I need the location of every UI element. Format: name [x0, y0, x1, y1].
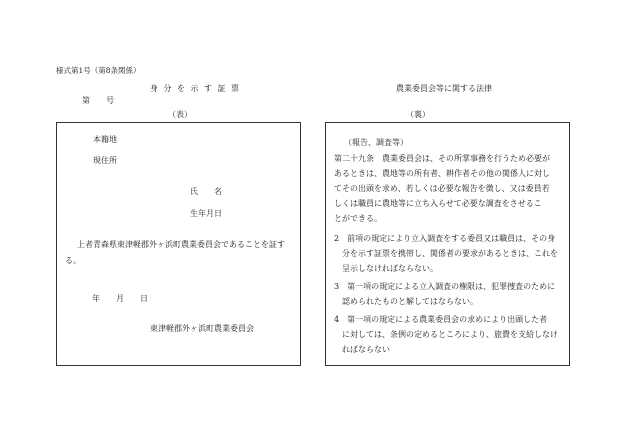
section-heading: （報告、調査等） — [344, 138, 408, 147]
law-line-4: しくは職員に農地等に立ち入らせて必要な調査をさせるこ — [334, 199, 542, 208]
domicile-label: 本籍地 — [93, 135, 117, 144]
back-title: 農業委員会等に関する法律 — [396, 84, 492, 93]
name-label: 氏 名 — [190, 187, 222, 196]
back-side-label: （裏） — [406, 110, 430, 119]
certification-text-line1: 上者青森県東津軽郡外ヶ浜町農業委員会であることを証す — [77, 240, 285, 249]
law-line-1: 第二十九条 農業委員会は、その所掌事務を行うため必要が — [334, 154, 550, 163]
certification-text-line2: る。 — [65, 256, 81, 265]
law-line-2: あるときは、農地等の所有者、耕作者その他の関係人に対し — [334, 169, 550, 178]
law-line-9: 3 第一項の規定による立入調査の権限は、犯罪捜査のために — [334, 282, 556, 291]
front-title: 身分を示す証票 — [150, 84, 245, 93]
law-line-12: に対しては、条例の定めるところにより、旅費を支給しなけ — [334, 330, 558, 339]
address-label: 現住所 — [93, 156, 117, 165]
issue-date-line: 年 月 日 — [92, 294, 148, 303]
back-card — [325, 122, 570, 366]
birthdate-label: 生年月日 — [190, 209, 222, 218]
front-card — [56, 122, 301, 366]
front-number-label: 第 号 — [82, 96, 114, 105]
form-number: 様式第1号（第8条関係） — [56, 66, 141, 75]
law-line-5: とができる。 — [334, 214, 382, 223]
law-line-11: 4 第一項の規定による農業委員会の求めにより出頭した者 — [334, 315, 548, 324]
law-line-13: ればならない — [334, 345, 390, 354]
law-line-7: 分を示す証票を携帯し、関係者の要求があるときは、これを — [334, 249, 558, 258]
issuer-name: 東津軽郡外ヶ浜町農業委員会 — [150, 324, 254, 333]
law-line-6: 2 前項の規定により立入調査をする委員又は職員は、その身 — [334, 234, 556, 243]
law-line-8: 呈示しなければならない。 — [334, 264, 438, 273]
front-side-label: （表） — [168, 110, 192, 119]
law-line-3: てその出頭を求め、若しくは必要な報告を徴し、又は委員若 — [334, 184, 550, 193]
law-line-10: 認められたものと解してはならない。 — [334, 297, 478, 306]
